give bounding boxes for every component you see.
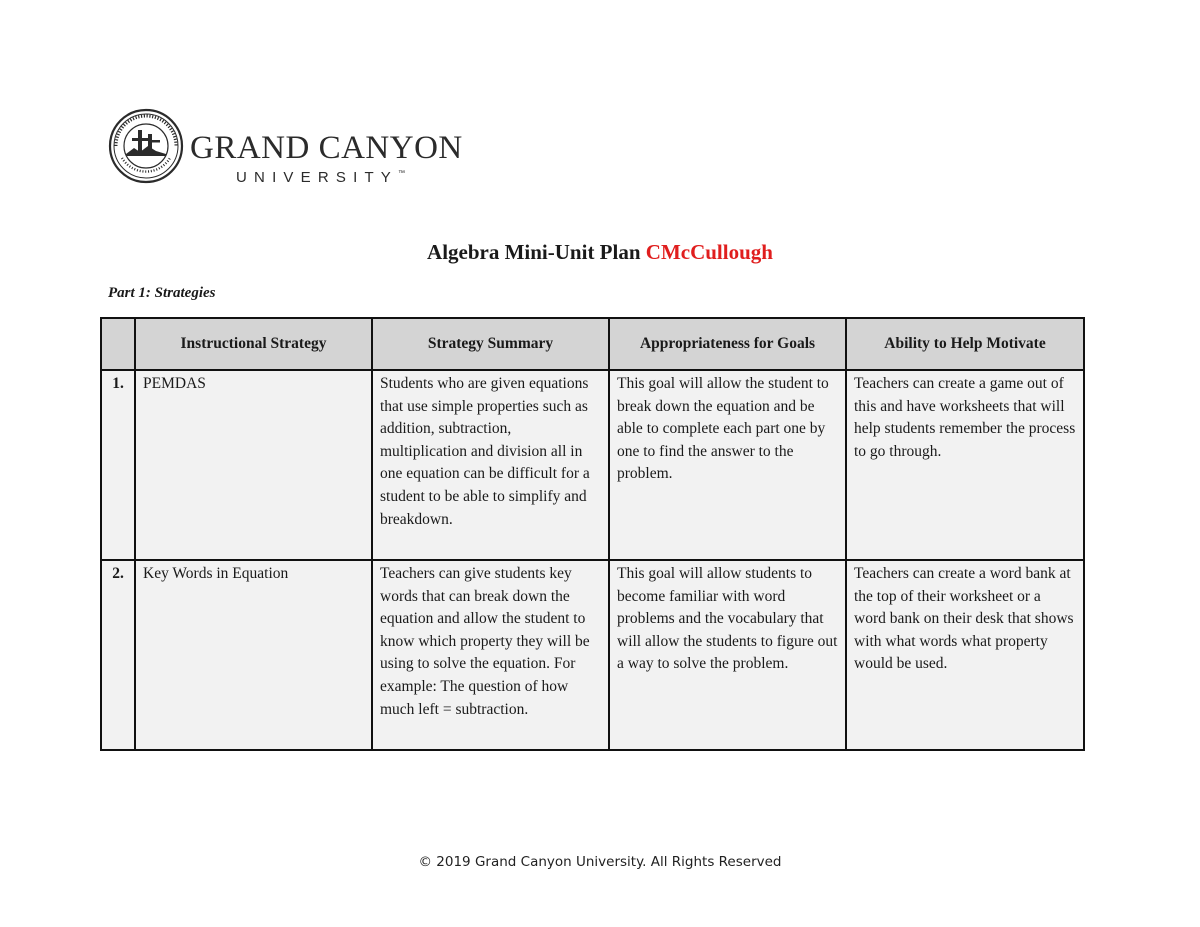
table-header-row [101, 318, 1084, 370]
document-title [0, 242, 1200, 263]
strategies-table [100, 317, 1085, 751]
table-row [101, 370, 1084, 560]
cell-motivate: Teachers can create a game out of this and have worksheets that will help students remember the process to go through. [846, 370, 1084, 560]
cell-summary: Teachers can give students key words that can break down the equation and allow the student to know which property they will be using to solve the equation. For example: The question of how much left = subtraction. [372, 560, 609, 750]
cell-appropriateness: This goal will allow the student to break down the equation and be able to complete each part one by one to find the answer to the problem. [609, 370, 846, 560]
header-ability-to-motivate: Ability to Help Motivate [846, 318, 1084, 370]
header-appropriateness: Appropriateness for Goals [609, 318, 846, 370]
row-number: 1. [101, 370, 135, 560]
title-text: Algebra Mini-Unit Plan [427, 240, 641, 264]
header-instructional-strategy: Instructional Strategy [135, 318, 372, 370]
logo-subword [236, 170, 405, 185]
cell-strategy: PEMDAS [135, 370, 372, 560]
cell-appropriateness: This goal will allow students to become familiar with word problems and the vocabulary that will allow the students to figure out a way to solve the problem. [609, 560, 846, 750]
university-seal-icon [108, 108, 184, 184]
row-number: 2. [101, 560, 135, 750]
header-number [101, 318, 135, 370]
cell-motivate: Teachers can create a word bank at the top of their worksheet or a word bank on their desk that shows with what words what property would be used. [846, 560, 1084, 750]
copyright-footer: © 2019 Grand Canyon University. All Rights Reserved [418, 854, 782, 870]
part-heading: Part 1: Strategies [108, 285, 216, 301]
logo-subword-text: UNIVERSITY [236, 169, 399, 186]
author-name: CMcCullough [645, 240, 773, 264]
logo-wordmark: GRAND CANYON [190, 130, 463, 166]
trademark-symbol: ™ [398, 170, 406, 177]
cell-strategy: Key Words in Equation [135, 560, 372, 750]
cell-summary: Students who are given equations that use simple properties such as addition, subtraction, multiplication and division all in one equation can be difficult for a student to be able to simplify and breakdown. [372, 370, 609, 560]
table-row [101, 560, 1084, 750]
university-logo [108, 108, 463, 188]
header-strategy-summary: Strategy Summary [372, 318, 609, 370]
